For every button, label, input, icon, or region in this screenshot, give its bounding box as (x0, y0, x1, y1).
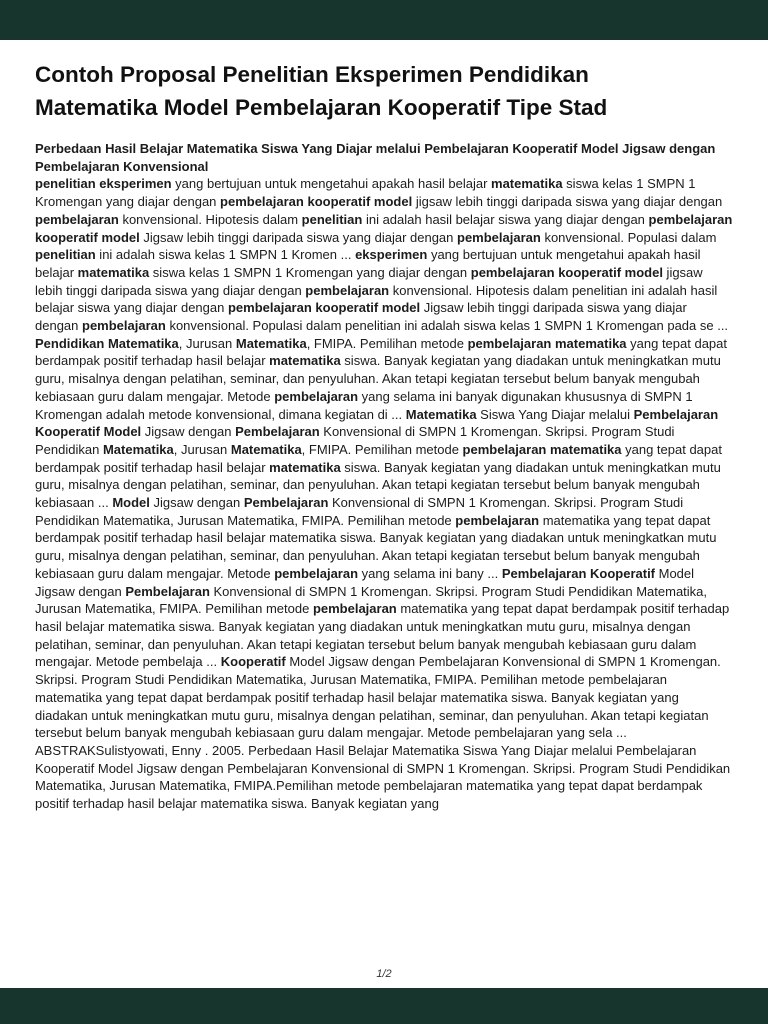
body-paragraph-1: penelitian eksperimen yang bertujuan untuk mengetahui apakah hasil belajar matematika siswa kelas 1 SMPN 1 Kromengan yang diajar dengan pembelajaran kooperatif model jigsaw lebih tinggi daripada siswa yang diajar dengan pembelajaran konvensional. Hipotesis dalam penelitian ini adalah hasil belajar siswa yang diajar dengan pembelajaran kooperatif model Jigsaw lebih tinggi daripada siswa yang diajar dengan pembelajaran konvensional. Populasi dalam penelitian ini adalah siswa kelas 1 SMPN 1 Kromen ... eksperimen yang bertujuan untuk mengetahui apakah hasil belajar matematika siswa kelas 1 SMPN 1 Kromengan yang diajar dengan pembelajaran kooperatif model jigsaw lebih tinggi daripada siswa yang diajar dengan pembelajaran konvensional. Hipotesis dalam penelitian ini adalah hasil belajar siswa yang diajar dengan pembelajaran kooperatif model Jigsaw lebih tinggi daripada siswa yang diajar dengan pembelajaran konvensional. Populasi dalam penelitian ini adalah siswa kelas 1 SMPN 1 Kromengan pada se ... Pendidikan Matematika, Jurusan Matematika, FMIPA. Pemilihan metode pembelajaran matematika yang tepat dapat berdampak positif terhadap hasil belajar matematika siswa. Banyak kegiatan yang diadakan untuk meningkatkan mutu guru, misalnya dengan pelatihan, seminar, dan penyuluhan. Akan tetapi kegiatan tersebut belum banyak mengubah kebiasaan guru dalam mengajar. Metode pembelajaran yang selama ini banyak digunakan khususnya di SMPN 1 Kromengan adalah metode konvensional, dimana kegiatan di ... Matematika Siswa Yang Diajar melalui Pembelajaran Kooperatif Model Jigsaw dengan Pembelajaran Konvensional di SMPN 1 Kromengan. Skripsi. Program Studi Pendidikan Matematika, Jurusan Matematika, FMIPA. Pemilihan metode pembelajaran matematika yang tepat dapat berdampak positif terhadap hasil belajar matematika siswa. Banyak kegiatan yang diadakan untuk meningkatkan mutu guru, misalnya dengan pelatihan, seminar, dan penyuluhan. Akan tetapi kegiatan tersebut belum banyak mengubah kebiasaan ... Model Jigsaw dengan Pembelajaran Konvensional di SMPN 1 Kromengan. Skripsi. Program Studi Pendidikan Matematika, Jurusan Matematika, FMIPA. Pemilihan metode pembelajaran matematika yang tepat dapat berdampak positif terhadap hasil belajar matematika siswa. Banyak kegiatan yang diadakan untuk meningkatkan mutu guru, misalnya dengan pelatihan, seminar, dan penyuluhan. Akan tetapi kegiatan tersebut belum banyak mengubah kebiasaan guru dalam mengajar. Metode pembelajaran yang selama ini bany ... Pembelajaran Kooperatif Model Jigsaw dengan Pembelajaran Konvensional di SMPN 1 Kromengan. Skripsi. Program Studi Pendidikan Matematika, Jurusan Matematika, FMIPA. Pemilihan metode pembelajaran matematika yang tepat dapat berdampak positif terhadap hasil belajar matematika siswa. Banyak kegiatan yang diadakan untuk meningkatkan mutu guru, misalnya dengan pelatihan, seminar, dan penyuluhan. Akan tetapi kegiatan tersebut belum banyak mengubah kebiasaan guru dalam mengajar. Metode pembelaja ... Kooperatif Model Jigsaw dengan Pembelajaran Konvensional di SMPN 1 Kromengan. Skripsi. Program Studi Pendidikan Matematika, Jurusan Matematika, FMIPA. Pemilihan metode pembelajaran matematika yang tepat dapat berdampak positif terhadap hasil belajar matematika siswa. Banyak kegiatan yang diadakan untuk meningkatkan mutu guru, misalnya dengan pelatihan, seminar, dan penyuluhan. Akan tetapi kegiatan tersebut belum banyak mengubah kebiasaan guru dalam mengajar. Metode pembelajaran yang sela ... (35, 176, 733, 741)
document-subtitle: Perbedaan Hasil Belajar Matematika Siswa Yang Diajar melalui Pembelajaran Kooperatif Model Jigsaw dengan Pembelajaran Konvensional (35, 141, 716, 174)
document-body (35, 140, 733, 813)
viewer-top-bar (0, 0, 768, 40)
body-paragraph-2: ABSTRAKSulistyowati, Enny . 2005. Perbedaan Hasil Belajar Matematika Siswa Yang Diajar melalui Pembelajaran Kooperatif Model Jigsaw dengan Pembelajaran Konvensional di SMPN 1 Kromengan. Skripsi. Program Studi Pendidikan Matematika, Jurusan Matematika, FMIPA.Pemilihan metode pembelajaran matematika yang tepat dapat berdampak positif terhadap hasil belajar matematika siswa. Banyak kegiatan yang (35, 742, 731, 812)
document-page (0, 40, 768, 988)
viewer-bottom-bar (0, 988, 768, 1024)
document-title: Contoh Proposal Penelitian Eksperimen Pendidikan Matematika Model Pembelajaran Kooperatif Tipe Stad (35, 62, 608, 120)
page-indicator: 1/2 (376, 968, 392, 980)
